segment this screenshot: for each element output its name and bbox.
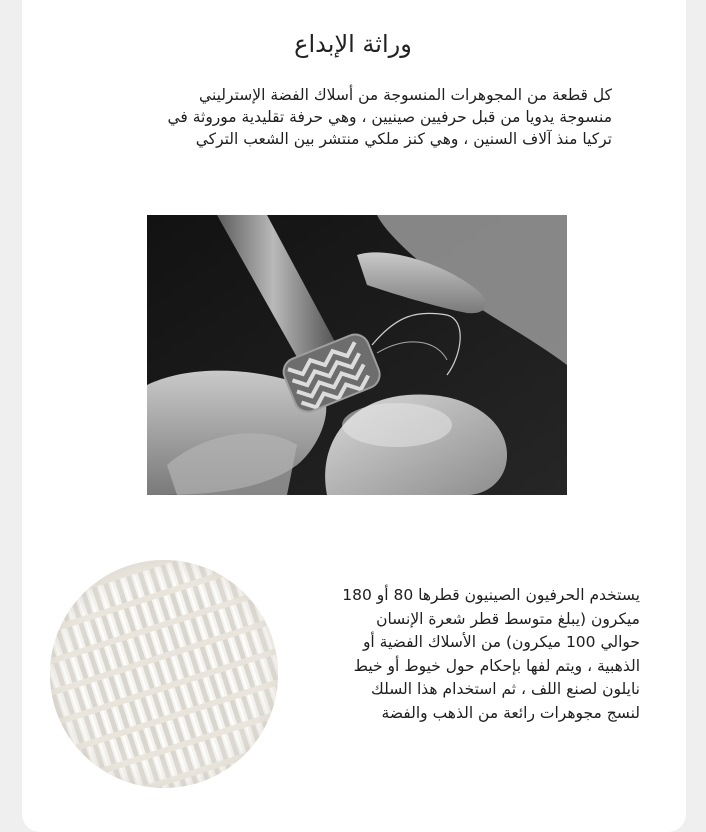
intro-line: كل قطعة من المجوهرات المنسوجة من أسلاك الفضة الإسترليني — [199, 86, 612, 104]
wire-description-paragraph — [300, 584, 640, 725]
weaving-hands-photo — [147, 215, 567, 495]
body-line: يستخدم الحرفيون الصينيون قطرها 80 أو 180 — [342, 586, 640, 604]
weaving-hands-illustration — [147, 215, 567, 495]
body-line: نايلون لصنع اللف ، ثم استخدام هذا السلك — [371, 680, 640, 698]
body-line: الذهبية ، ويتم لفها بإحكام حول خيوط أو خيط — [353, 656, 640, 675]
silver-coil-illustration — [50, 560, 278, 788]
page-title: وراثة الإبداع — [294, 30, 412, 58]
silver-coil-photo — [50, 560, 278, 788]
body-line: ميكرون (يبلغ متوسط قطر شعرة الإنسان — [376, 609, 640, 628]
body-line: لنسج مجوهرات رائعة من الذهب والفضة — [381, 703, 640, 722]
body-line: حوالي 100 ميكرون) من الأسلاك الفضية أو — [362, 633, 640, 651]
intro-line: تركيا منذ آلاف السنين ، وهي كنز ملكي منتشر بين الشعب التركي — [195, 130, 612, 148]
intro-line: منسوجة يدويا من قبل حرفيين صينيين ، وهي حرفة تقليدية موروثة في — [167, 108, 612, 126]
intro-paragraph — [100, 84, 612, 150]
